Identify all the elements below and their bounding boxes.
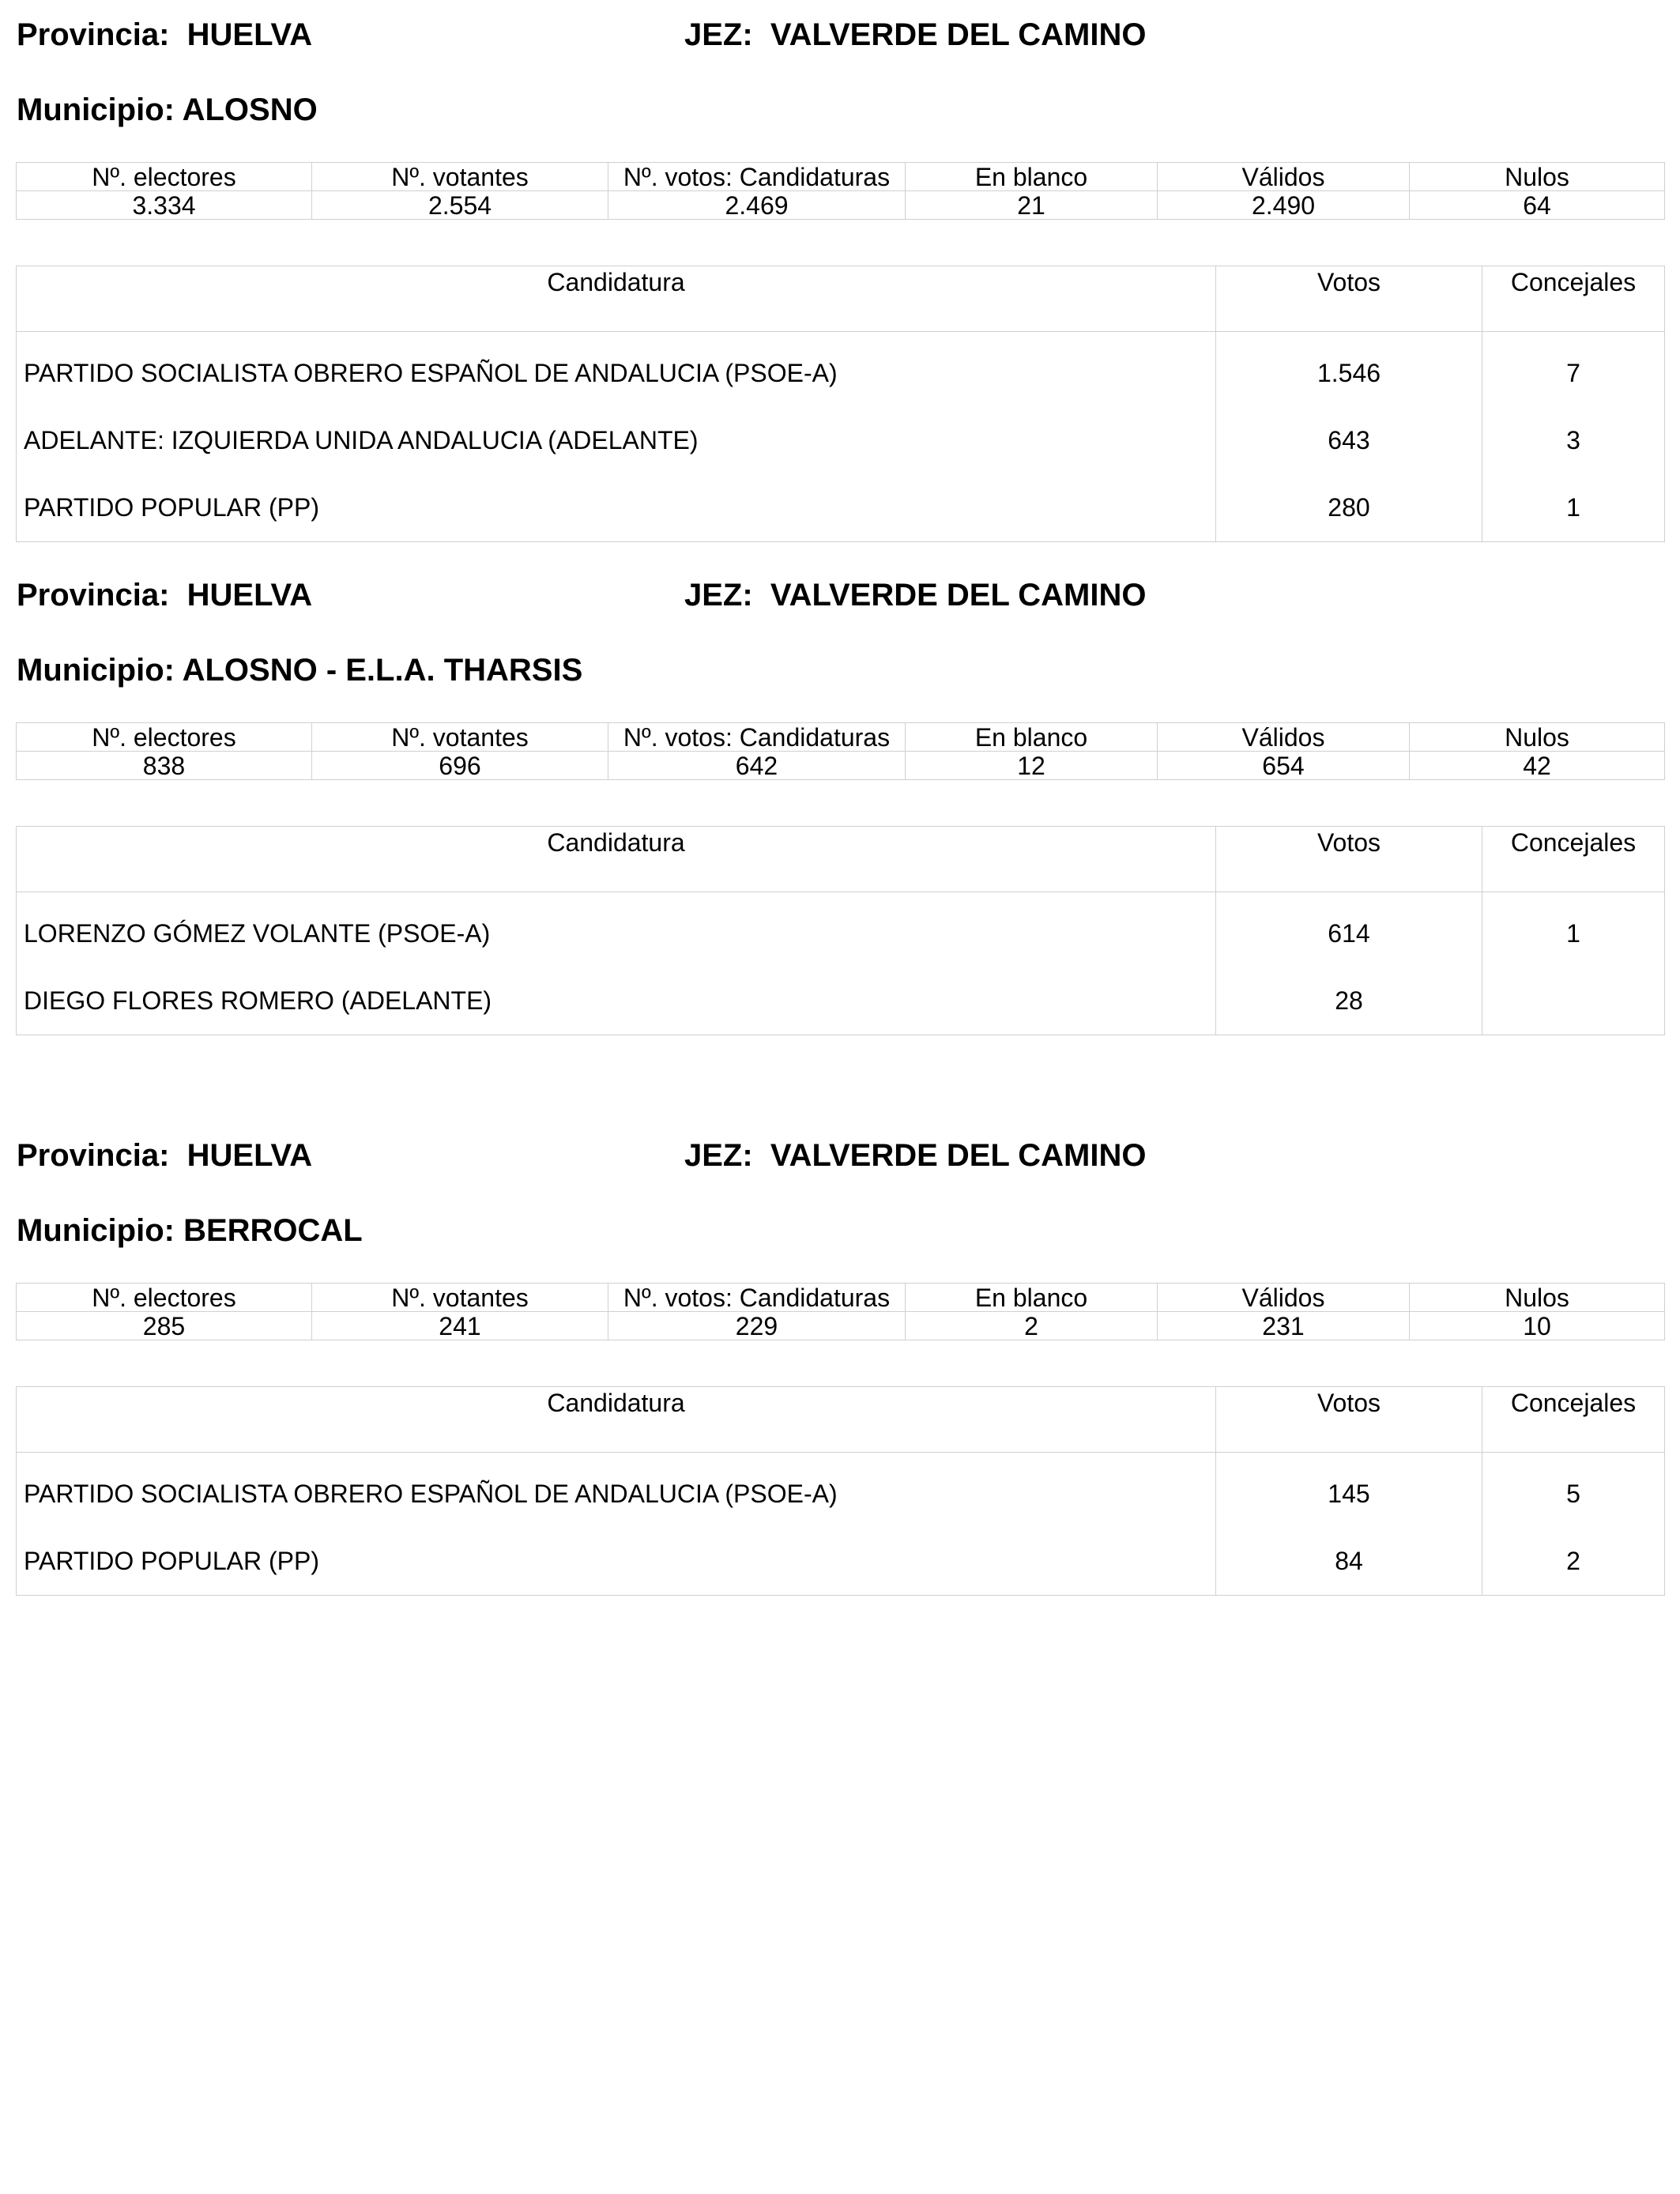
value-electores: 3.334 (17, 191, 312, 220)
jez-label: JEZ: VALVERDE DEL CAMINO (684, 17, 1147, 52)
header-votantes: Nº. votantes (312, 1284, 608, 1312)
value-validos: 231 (1158, 1312, 1410, 1340)
header-validos: Válidos (1158, 723, 1410, 752)
value-electores: 285 (17, 1312, 312, 1340)
header-votos-candidaturas: Nº. votos: Candidaturas (608, 1284, 906, 1312)
municipio-title: Municipio: ALOSNO - E.L.A. THARSIS (17, 653, 583, 688)
header-candidatura: Candidatura (17, 827, 1216, 892)
value-electores: 838 (17, 752, 312, 780)
candidatura-row (17, 407, 1665, 474)
candidatura-concejales: 2 (1482, 1528, 1665, 1596)
value-votantes: 241 (312, 1312, 608, 1340)
municipio-title: Municipio: ALOSNO (17, 92, 318, 127)
value-votos-candidaturas: 642 (608, 752, 906, 780)
header-votos: Votos (1216, 266, 1482, 332)
value-votos-candidaturas: 229 (608, 1312, 906, 1340)
summary-header-row (17, 163, 1665, 191)
provincia-label: Provincia: HUELVA (17, 578, 313, 613)
municipio-title: Municipio: BERROCAL (17, 1213, 363, 1248)
summary-header-row (17, 723, 1665, 752)
candidatura-row (17, 474, 1665, 542)
candidatura-row (17, 967, 1665, 1035)
header-validos: Válidos (1158, 163, 1410, 191)
value-validos: 654 (1158, 752, 1410, 780)
value-votos-candidaturas: 2.469 (608, 191, 906, 220)
header-nulos: Nulos (1410, 723, 1665, 752)
candidatura-name: PARTIDO POPULAR (PP) (17, 474, 1216, 542)
candidaturas-table (16, 826, 1665, 1035)
header-validos: Válidos (1158, 1284, 1410, 1312)
header-electores: Nº. electores (17, 723, 312, 752)
candidatura-concejales: 5 (1482, 1453, 1665, 1529)
header-candidatura: Candidatura (17, 266, 1216, 332)
candidatura-name: PARTIDO POPULAR (PP) (17, 1528, 1216, 1596)
candidatura-concejales: 7 (1482, 332, 1665, 408)
header-candidatura: Candidatura (17, 1387, 1216, 1453)
municipio-block-alosno (0, 0, 1680, 553)
candidatura-votos: 28 (1216, 967, 1482, 1035)
header-electores: Nº. electores (17, 1284, 312, 1312)
summary-value-row (17, 752, 1665, 780)
summary-value-row (17, 191, 1665, 220)
header-votantes: Nº. votantes (312, 723, 608, 752)
municipio-block-tharsis (0, 560, 1680, 1114)
summary-table (16, 1283, 1665, 1340)
header-nulos: Nulos (1410, 1284, 1665, 1312)
candidaturas-header-row (17, 1387, 1665, 1453)
header-votos: Votos (1216, 827, 1482, 892)
header-concejales: Concejales (1482, 1387, 1665, 1453)
municipio-block-berrocal (0, 1121, 1680, 1674)
value-nulos: 10 (1410, 1312, 1665, 1340)
candidatura-row (17, 892, 1665, 968)
candidatura-votos: 1.546 (1216, 332, 1482, 408)
value-en-blanco: 2 (906, 1312, 1158, 1340)
candidatura-concejales: 1 (1482, 892, 1665, 968)
candidaturas-header-row (17, 266, 1665, 332)
header-votos-candidaturas: Nº. votos: Candidaturas (608, 723, 906, 752)
value-nulos: 42 (1410, 752, 1665, 780)
summary-table (16, 162, 1665, 220)
header-votantes: Nº. votantes (312, 163, 608, 191)
header-en-blanco: En blanco (906, 723, 1158, 752)
provincia-label: Provincia: HUELVA (17, 1138, 313, 1173)
candidatura-votos: 643 (1216, 407, 1482, 474)
jez-label: JEZ: VALVERDE DEL CAMINO (684, 1138, 1147, 1173)
candidatura-name: PARTIDO SOCIALISTA OBRERO ESPAÑOL DE ANDALUCIA (PSOE-A) (17, 1453, 1216, 1529)
candidatura-concejales: 1 (1482, 474, 1665, 542)
value-votantes: 696 (312, 752, 608, 780)
candidatura-votos: 614 (1216, 892, 1482, 968)
header-votos-candidaturas: Nº. votos: Candidaturas (608, 163, 906, 191)
provincia-label: Provincia: HUELVA (17, 17, 313, 52)
candidaturas-table (16, 1386, 1665, 1596)
header-en-blanco: En blanco (906, 1284, 1158, 1312)
candidatura-concejales (1482, 967, 1665, 1035)
header-concejales: Concejales (1482, 266, 1665, 332)
summary-table (16, 722, 1665, 780)
candidatura-votos: 84 (1216, 1528, 1482, 1596)
candidaturas-header-row (17, 827, 1665, 892)
candidatura-row (17, 1453, 1665, 1529)
value-nulos: 64 (1410, 191, 1665, 220)
candidaturas-table (16, 266, 1665, 542)
header-votos: Votos (1216, 1387, 1482, 1453)
candidatura-votos: 145 (1216, 1453, 1482, 1529)
summary-header-row (17, 1284, 1665, 1312)
header-electores: Nº. electores (17, 163, 312, 191)
candidatura-name: PARTIDO SOCIALISTA OBRERO ESPAÑOL DE ANDALUCIA (PSOE-A) (17, 332, 1216, 408)
candidatura-votos: 280 (1216, 474, 1482, 542)
candidatura-concejales: 3 (1482, 407, 1665, 474)
header-nulos: Nulos (1410, 163, 1665, 191)
value-validos: 2.490 (1158, 191, 1410, 220)
value-votantes: 2.554 (312, 191, 608, 220)
candidatura-name: DIEGO FLORES ROMERO (ADELANTE) (17, 967, 1216, 1035)
header-concejales: Concejales (1482, 827, 1665, 892)
candidatura-name: ADELANTE: IZQUIERDA UNIDA ANDALUCIA (ADELANTE) (17, 407, 1216, 474)
summary-value-row (17, 1312, 1665, 1340)
value-en-blanco: 21 (906, 191, 1158, 220)
header-en-blanco: En blanco (906, 163, 1158, 191)
jez-label: JEZ: VALVERDE DEL CAMINO (684, 578, 1147, 613)
candidatura-row (17, 332, 1665, 408)
value-en-blanco: 12 (906, 752, 1158, 780)
candidatura-name: LORENZO GÓMEZ VOLANTE (PSOE-A) (17, 892, 1216, 968)
candidatura-row (17, 1528, 1665, 1596)
